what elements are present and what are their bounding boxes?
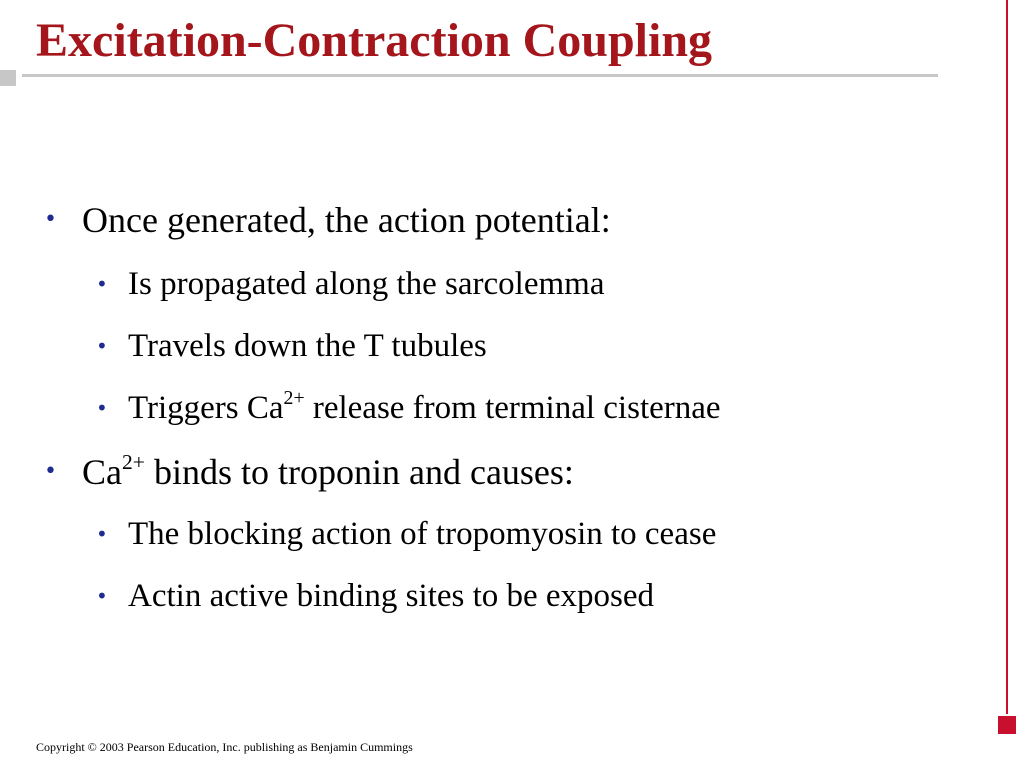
sub-bullet-item bbox=[96, 576, 655, 616]
slide-title: Excitation-Contraction Coupling bbox=[36, 14, 713, 67]
sub-bullet-text: Travels down the T tubules bbox=[128, 328, 487, 364]
bullet-item bbox=[44, 449, 574, 494]
sub-bullet-item bbox=[96, 514, 717, 554]
right-accent-rule bbox=[1006, 0, 1008, 714]
sub-bullet-text: Is propagated along the sarcolemma bbox=[128, 266, 605, 302]
bullet-icon: • bbox=[96, 522, 108, 546]
bullet-text: Once generated, the action potential: bbox=[82, 200, 611, 240]
sub-bullet-text: Triggers Ca bbox=[128, 390, 284, 426]
bullet-icon: • bbox=[96, 396, 108, 420]
bullet-item bbox=[44, 198, 611, 242]
bullet-icon: • bbox=[44, 207, 57, 232]
sub-bullet-text: The blocking action of tropomyosin to cease bbox=[128, 516, 717, 552]
bullet-icon: • bbox=[96, 584, 108, 608]
bullet-icon: • bbox=[96, 272, 108, 296]
superscript: 2+ bbox=[122, 449, 145, 474]
bullet-text: Ca bbox=[82, 452, 122, 492]
superscript: 2+ bbox=[283, 387, 305, 410]
sub-bullet-item bbox=[96, 387, 721, 428]
sub-bullet-text: Actin active binding sites to be exposed bbox=[128, 578, 655, 614]
sub-bullet-item bbox=[96, 264, 605, 304]
sub-bullet-item bbox=[96, 326, 487, 366]
bullet-text: binds to troponin and causes: bbox=[144, 452, 574, 492]
bullet-icon: • bbox=[44, 459, 57, 484]
copyright-footer: Copyright © 2003 Pearson Education, Inc. publishing as Benjamin Cummings bbox=[36, 740, 413, 754]
bullet-icon: • bbox=[96, 334, 108, 358]
right-accent-square bbox=[998, 716, 1016, 734]
sub-bullet-text: release from terminal cisternae bbox=[304, 390, 721, 426]
